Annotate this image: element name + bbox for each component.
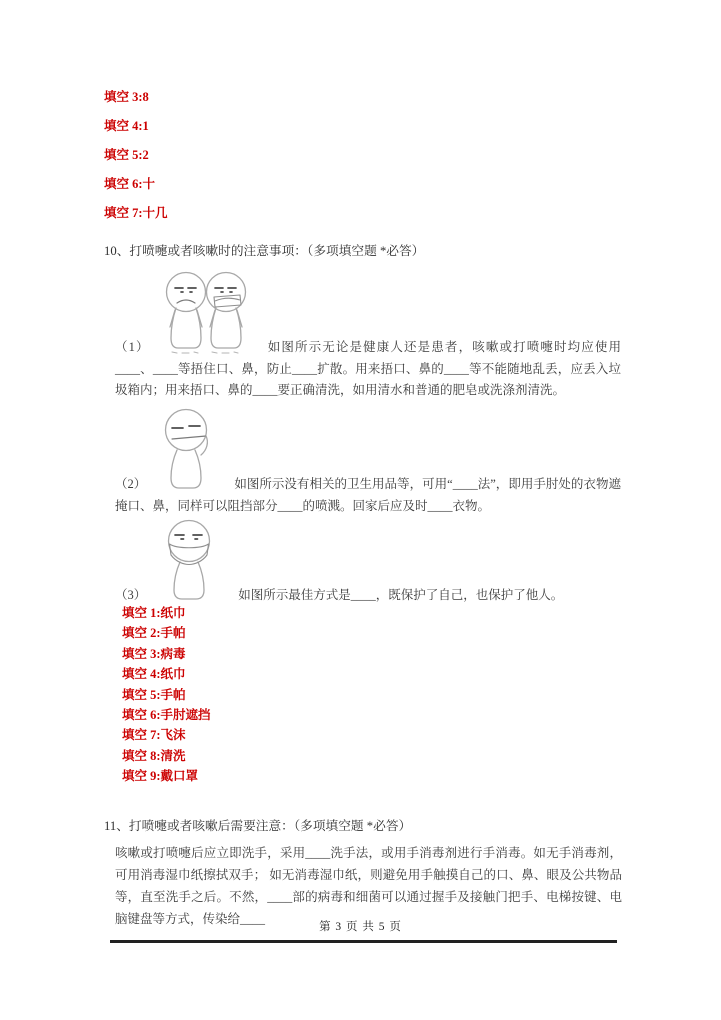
answer-line: 填空 9:戴口罩 xyxy=(122,769,199,784)
q10-item-1 xyxy=(115,271,621,402)
answer-line: 填空 5:手帕 xyxy=(122,687,186,702)
q10-item-3 xyxy=(115,519,621,607)
q10-answer-list xyxy=(122,603,211,787)
item-1-text: 如图所示无论是健康人还是患者，咳嗽或打喷嚏时均应使用____、____等捂住口、鼻，防止____扩散。用来捂口、鼻的____等不能随地乱丢，应丢入垃圾箱内；用来捂口、鼻的____要正确清洗，如用清水和普通的肥皂或洗涤剂清洗。 xyxy=(115,340,621,398)
footer-divider xyxy=(110,940,617,943)
question-11-text: 咳嗽或打喷嚏后应立即洗手，采用____洗手法，或用手消毒剂进行手消毒。如无手消毒剂，可用消毒湿巾纸擦拭双手； 如无消毒湿巾纸，则避免用手触摸自己的口、鼻、眼及公共物品等，直至洗手之后。不然，____部的病毒和细菌可以通过握手及接触门把手、电梯按键、电脑键盘等方式，传染给____ xyxy=(115,846,622,926)
two-sad-figures-one-covering-mouth-with-tissue-illustration xyxy=(150,271,267,359)
answer-line: 填空 7:飞沫 xyxy=(122,728,186,743)
item-2-text: 如图所示没有相关的卫生用品等，可用“____法”，即用手肘处的衣物遮掩口、鼻，同样可以阻挡部分____的喷溅。回家后应及时____衣物。 xyxy=(115,477,621,513)
question-11-heading: 11、打喷嚏或者咳嗽后需要注意：（多项填空题 *必答） xyxy=(104,819,412,833)
figure-covering-mouth-with-elbow-illustration xyxy=(146,408,234,496)
answer-line: 填空 1:纸巾 xyxy=(122,606,186,620)
top-answer-list xyxy=(104,90,168,235)
answer-line: 填空 6:手肘遮挡 xyxy=(122,708,211,723)
answer-line: 填空 6:十 xyxy=(104,177,156,191)
figure-wearing-face-mask-illustration xyxy=(146,519,238,607)
answer-line: 填空 4:纸巾 xyxy=(122,667,186,682)
answer-line: 填空 5:2 xyxy=(104,148,149,162)
answer-line: 填空 3:病毒 xyxy=(122,646,186,661)
q10-item-2 xyxy=(115,408,621,517)
item-2-label: （2） xyxy=(115,477,147,491)
item-3-text: 如图所示最佳方式是____，既保护了自己，也保护了他人。 xyxy=(238,588,564,602)
answer-line: 填空 8:清洗 xyxy=(122,748,186,763)
answer-line: 填空 7:十几 xyxy=(104,206,168,220)
answer-line: 填空 2:手帕 xyxy=(122,626,186,641)
question-10-heading: 10、打喷嚏或者咳嗽时的注意事项：（多项填空题 *必答） xyxy=(104,244,425,258)
answer-line: 填空 3:8 xyxy=(104,90,149,104)
answer-line: 填空 4:1 xyxy=(104,119,149,133)
page-number-label: 第 3 页 共 5 页 xyxy=(319,921,402,933)
item-1-label: （1） xyxy=(115,340,150,354)
item-3-label: （3） xyxy=(115,588,147,602)
